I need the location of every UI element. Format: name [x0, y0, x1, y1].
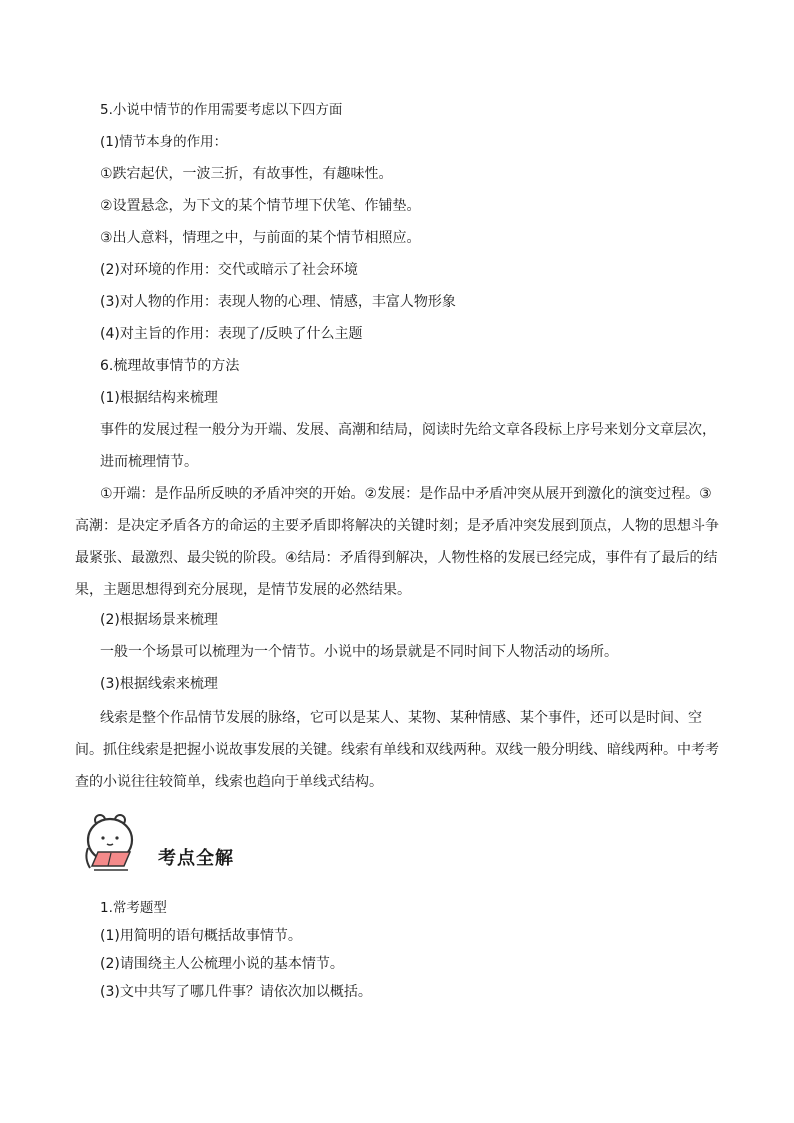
question-types-title: 1.常考题型	[100, 900, 167, 916]
method-3-title: (3)根据线索来梳理	[100, 676, 218, 692]
section-5-title: 5.小说中情节的作用需要考虑以下四方面	[100, 102, 343, 118]
section-6-title: 6.梳理故事情节的方法	[100, 358, 240, 374]
section-5-item-3: ③出人意料，情理之中，与前面的某个情节相照应。	[100, 230, 421, 246]
method-2-paragraph: 一般一个场景可以梳理为一个情节。小说中的场景就是不同时间下人物活动的场所。	[100, 644, 618, 660]
method-2-title: (2)根据场景来梳理	[100, 612, 218, 628]
section-5-sub-1: (1)情节本身的作用：	[100, 134, 228, 150]
section-5-item-2: ②设置悬念，为下文的某个情节埋下伏笔、作铺垫。	[100, 198, 421, 214]
section-5-sub-4: (4)对主旨的作用：表现了/反映了什么主题	[100, 326, 363, 342]
section-5-item-1: ①跌宕起伏，一波三折，有故事性，有趣味性。	[100, 166, 393, 182]
method-1-paragraph-1: 事件的发展过程一般分为开端、发展、高潮和结局，阅读时先给文章各段标上序号来划分文章层次，进而梳理情节。	[100, 422, 716, 470]
method-3-paragraph: 线索是整个作品情节发展的脉络，它可以是某人、某物、某种情感、某个事件，还可以是时间、空间。抓住线索是把握小说故事发展的关键。线索有单线和双线两种。双线一般分明线、暗线两种。中考考查的小说往往较简单，线索也趋向于单线式结构。	[75, 710, 719, 790]
section-5-sub-2: (2)对环境的作用：交代或暗示了社会环境	[100, 262, 358, 278]
question-type-1: (1)用简明的语句概括故事情节。	[100, 928, 302, 944]
question-type-3: (3)文中共写了哪几件事？请依次加以概括。	[100, 984, 372, 1000]
question-type-2: (2)请围绕主人公梳理小说的基本情节。	[100, 956, 344, 972]
reading-bear-icon	[78, 808, 148, 878]
section-heading	[78, 808, 338, 878]
section-5-sub-3: (3)对人物的作用：表现人物的心理、情感，丰富人物形象	[100, 294, 456, 310]
method-1-paragraph-2: ①开端：是作品所反映的矛盾冲突的开始。②发展：是作品中矛盾冲突从展开到激化的演变过程。③高潮：是决定矛盾各方的命运的主要矛盾即将解决的关键时刻；是矛盾冲突发展到顶点，人物的思想斗争最紧张、最激烈、最尖锐的阶段。④结局：矛盾得到解决，人物性格的发展已经完成，事件有了最后的结果，主题思想得到充分展现，是情节发展的必然结果。	[75, 486, 719, 598]
method-1-title: (1)根据结构来梳理	[100, 390, 218, 406]
section-heading-title: 考点全解	[158, 848, 234, 869]
